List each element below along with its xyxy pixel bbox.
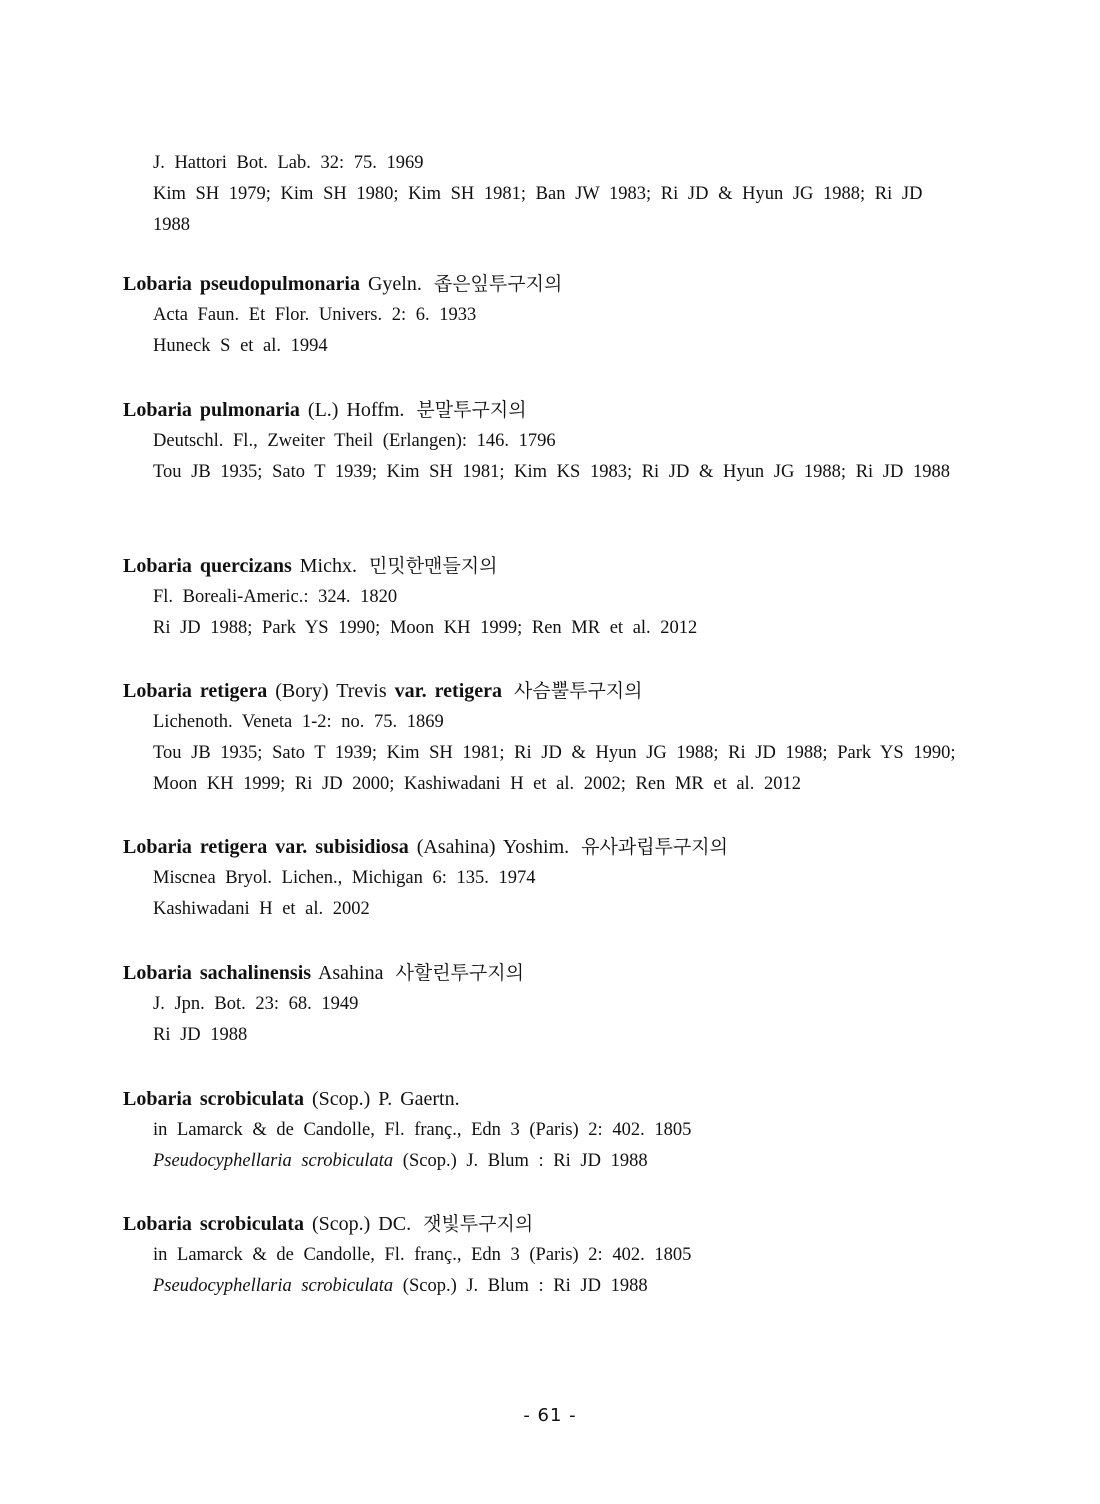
- references-line: Kim SH 1979; Kim SH 1980; Kim SH 1981; Ban JW 1983; Ri JD & Hyun JG 1988; Ri JD 1988: [153, 184, 923, 235]
- references-line: Ri JD 1988: [153, 1025, 248, 1045]
- korean-name: 잿빛투구지의: [423, 1213, 534, 1235]
- entry-heading: [123, 957, 963, 989]
- species-name: Lobaria pulmonaria: [123, 399, 300, 421]
- species-author: (Scop.) DC.: [311, 1213, 412, 1235]
- references-line: Tou JB 1935; Sato T 1939; Kim SH 1981; Ri JD & Hyun JG 1988; Ri JD 1988; Park YS 1990; Moon KH 1999; Ri JD 2000; Kashiwadani H et al. 2002; Ren MR et al. 2012: [153, 743, 956, 794]
- entry-heading: [123, 1208, 963, 1240]
- entry-heading: [123, 1083, 963, 1115]
- korean-name: 사할린투구지의: [395, 962, 524, 984]
- korean-name: 좁은잎투구지의: [433, 273, 563, 295]
- publication-line: in Lamarck & de Candolle, Fl. franç., Edn 3 (Paris) 2: 402. 1805: [153, 1120, 692, 1140]
- continued-entry: [153, 148, 963, 241]
- species-entry: [123, 550, 963, 644]
- species-entry: [123, 268, 963, 362]
- references-line: Ri JD 1988; Park YS 1990; Moon KH 1999; Ren MR et al. 2012: [153, 618, 698, 638]
- species-author: Michx.: [299, 555, 357, 577]
- korean-name: 사슴뿔투구지의: [514, 680, 643, 702]
- species-name: Lobaria scrobiculata: [123, 1088, 304, 1110]
- publication-line: Deutschl. Fl., Zweiter Theil (Erlangen): 146. 1796: [153, 431, 556, 451]
- references-line: Kashiwadani H et al. 2002: [153, 899, 370, 919]
- species-author: (Asahina) Yoshim.: [416, 836, 570, 858]
- species-entry: [123, 957, 963, 1051]
- synonym-name: Pseudocyphellaria scrobiculata: [153, 1276, 394, 1296]
- species-name: Lobaria scrobiculata: [123, 1213, 304, 1235]
- publication-line: J. Hattori Bot. Lab. 32: 75. 1969: [153, 153, 424, 173]
- publication-line: J. Jpn. Bot. 23: 68. 1949: [153, 994, 359, 1014]
- entry-heading: [123, 675, 963, 707]
- species-name: Lobaria quercizans: [123, 555, 292, 577]
- korean-name: 분말투구지의: [416, 399, 527, 421]
- species-author: (L.) Hoffm.: [307, 399, 405, 421]
- species-author: Asahina: [317, 962, 384, 984]
- korean-name: 민밋한맨들지의: [368, 555, 498, 577]
- publication-line: Lichenoth. Veneta 1-2: no. 75. 1869: [153, 712, 444, 732]
- species-author: Gyeln.: [367, 273, 422, 295]
- species-entry: [123, 1083, 963, 1177]
- page-number: - 61 -: [523, 1405, 577, 1426]
- species-name: Lobaria retigera var. subisidiosa: [123, 836, 409, 858]
- species-name: Lobaria pseudopulmonaria: [123, 273, 360, 295]
- entry-heading: [123, 268, 963, 300]
- synonym-name: Pseudocyphellaria scrobiculata: [153, 1151, 394, 1171]
- synonym-line: [153, 1146, 963, 1177]
- publication-line: Fl. Boreali-Americ.: 324. 1820: [153, 587, 398, 607]
- species-name: Lobaria retigera: [123, 680, 268, 702]
- entry-heading: [123, 550, 963, 582]
- references-line: Huneck S et al. 1994: [153, 336, 328, 356]
- references-line: Tou JB 1935; Sato T 1939; Kim SH 1981; Kim KS 1983; Ri JD & Hyun JG 1988; Ri JD 1988: [153, 462, 950, 482]
- species-name: Lobaria sachalinensis: [123, 962, 312, 984]
- species-entry: [123, 394, 963, 488]
- species-entry: [123, 675, 963, 800]
- publication-line: Acta Faun. Et Flor. Univers. 2: 6. 1933: [153, 305, 477, 325]
- publication-line: in Lamarck & de Candolle, Fl. franç., Edn 3 (Paris) 2: 402. 1805: [153, 1245, 692, 1265]
- species-entry: [123, 831, 963, 925]
- species-author: (Bory) Trevis: [275, 680, 387, 702]
- synonym-citation: (Scop.) J. Blum : Ri JD 1988: [402, 1151, 648, 1171]
- publication-line: Miscnea Bryol. Lichen., Michigan 6: 135. 1974: [153, 868, 536, 888]
- species-entry: [123, 1208, 963, 1302]
- variety-name: var. retigera: [394, 680, 503, 702]
- entry-heading: [123, 831, 963, 863]
- korean-name: 유사과립투구지의: [581, 836, 728, 858]
- synonym-citation: (Scop.) J. Blum : Ri JD 1988: [402, 1276, 648, 1296]
- entry-heading: [123, 394, 963, 426]
- synonym-line: [153, 1271, 963, 1302]
- species-author: (Scop.) P. Gaertn.: [311, 1088, 460, 1110]
